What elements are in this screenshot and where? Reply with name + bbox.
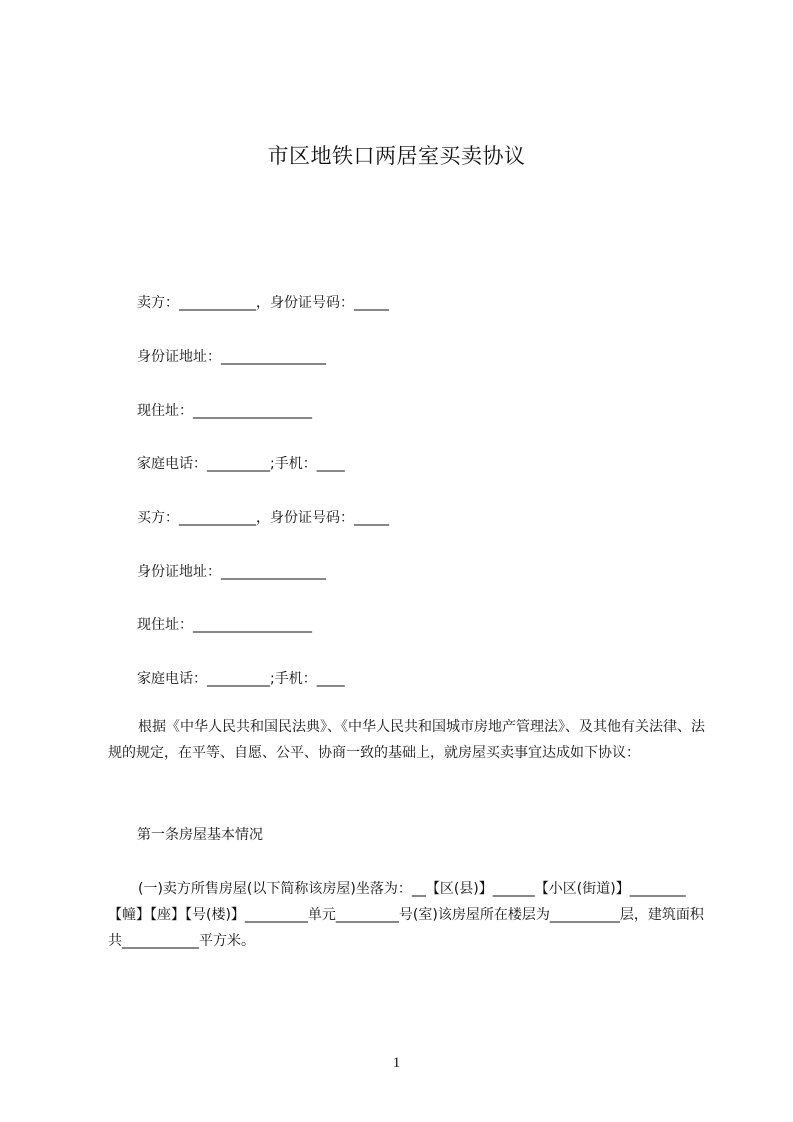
article-1-heading: 第一条房屋基本情况 [137, 827, 263, 843]
seller-name-id-line: 卖方：___________，身份证号码：_____ [137, 295, 389, 311]
seller-id-address-line: 身份证地址：_______________ [137, 349, 326, 365]
page-number: 1 [392, 1055, 401, 1071]
preamble-paragraph [108, 714, 708, 766]
buyer-current-address-line: 现住址：_________________ [137, 617, 312, 633]
article-1-clause-1 [108, 876, 708, 954]
buyer-name-id-line: 买方：___________，身份证号码：_____ [137, 510, 389, 526]
document-title: 市区地铁口两居室买卖协议 [267, 144, 526, 168]
buyer-id-address-line: 身份证地址：_______________ [137, 564, 326, 580]
seller-phone-line: 家庭电话：_________;手机：____ [137, 456, 345, 472]
article-1-clause-1-text: (一)卖方所售房屋(以下简称该房屋)坐落为：__【区(县)】______【小区(街道)】________【幢】【座】【号(楼)】_________单元_________号(室)该房屋所在楼层为__________层，建筑面积共___________平方米。 [108, 881, 704, 949]
preamble-text: 根据《中华人民共和国民法典》、《中华人民共和国城市房地产管理法》、及其他有关法律、法规的规定，在平等、自愿、公平、协商一致的基础上，就房屋买卖事宜达成如下协议： [108, 719, 705, 761]
buyer-phone-line: 家庭电话：_________;手机：____ [137, 671, 345, 687]
seller-current-address-line: 现住址：_________________ [137, 403, 312, 419]
